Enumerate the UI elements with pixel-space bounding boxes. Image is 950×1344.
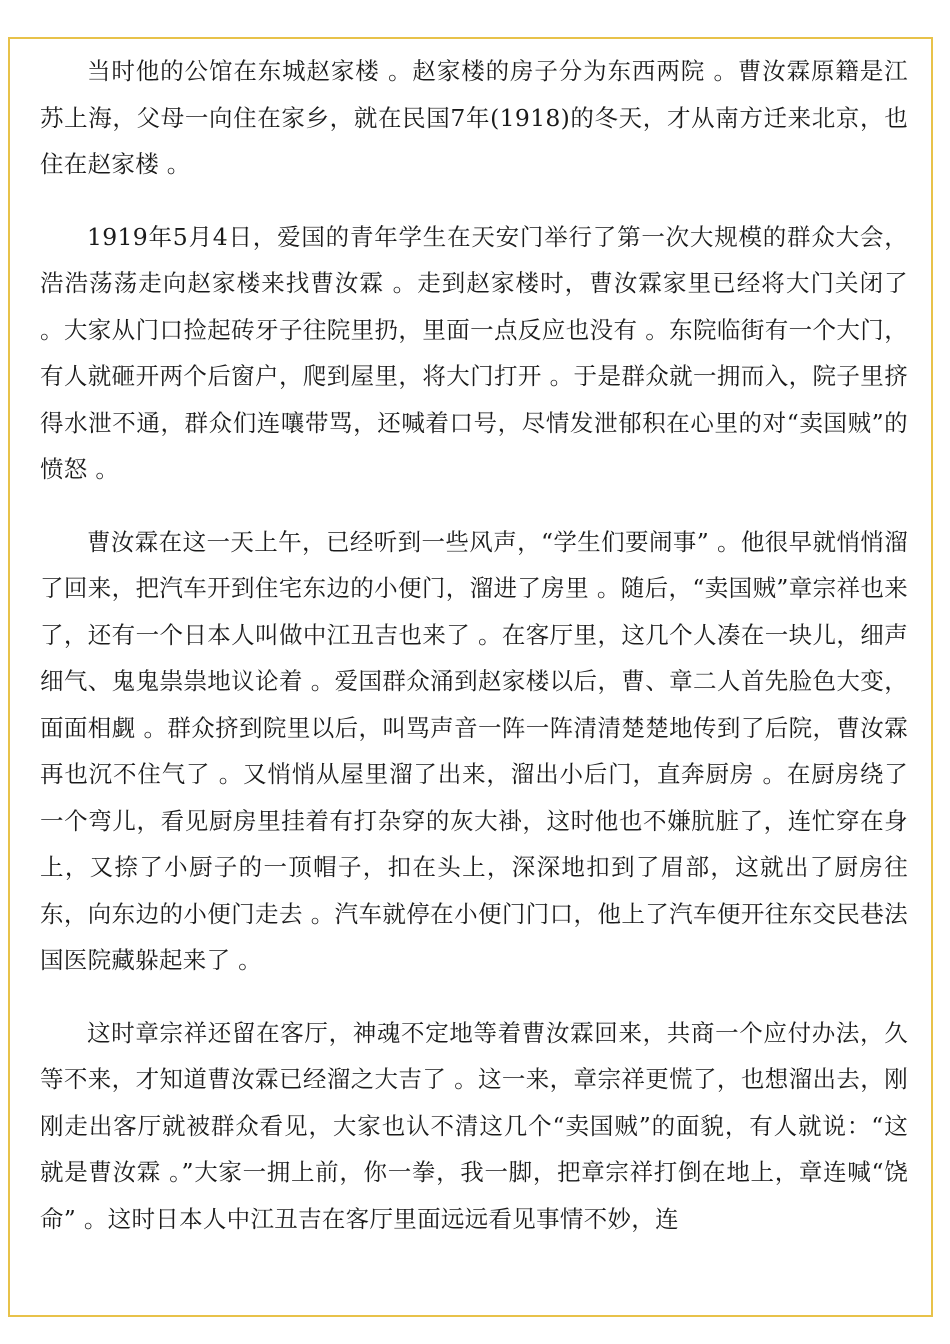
- paragraph-1: 当时他的公馆在东城赵家楼 。赵家楼的房子分为东西两院 。曹汝霖原籍是江苏上海，父母一向住在家乡，就在民国7年(1918)的冬天，才从南方迁来北京，也住在赵家楼 。: [40, 57, 908, 178]
- paragraph-4: 这时章宗祥还留在客厅，神魂不定地等着曹汝霖回来，共商一个应付办法，久等不来，才知道曹汝霖已经溜之大吉了 。这一来，章宗祥更慌了，也想溜出去，刚刚走出客厅就被群众看见，大家也认不清这几个“卖国贼”的面貌，有人就说：“这就是曹汝霖 。”大家一拥上前，你一拳，我一脚，把章宗祥打倒在地上，章连喊“饶命” 。这时日本人中江丑吉在客厅里面远远看见事情不妙，连: [40, 1018, 908, 1233]
- document-body: [40, 48, 908, 1268]
- paragraph-2: 1919年5月4日，爱国的青年学生在天安门举行了第一次大规模的群众大会，浩浩荡荡走向赵家楼来找曹汝霖 。走到赵家楼时，曹汝霖家里已经将大门关闭了 。大家从门口捡起砖牙子往院里扔，里面一点反应也没有 。东院临街有一个大门，有人就砸开两个后窗户，爬到屋里，将大门打开 。于是群众就一拥而入，院子里挤得水泄不通，群众们连嚷带骂，还喊着口号，尽情发泄郁积在心里的对“卖国贼”的愤怒 。: [40, 222, 908, 483]
- paragraph-3: 曹汝霖在这一天上午，已经听到一些风声，“学生们要闹事” 。他很早就悄悄溜了回来，把汽车开到住宅东边的小便门，溜进了房里 。随后，“卖国贼”章宗祥也来了，还有一个日本人叫做中江丑吉也来了 。在客厅里，这几个人凑在一块儿，细声细气、鬼鬼祟祟地议论着 。爱国群众涌到赵家楼以后，曹、章二人首先脸色大变，面面相觑 。群众挤到院里以后，叫骂声音一阵一阵清清楚楚地传到了后院，曹汝霖再也沉不住气了 。又悄悄从屋里溜了出来，溜出小后门，直奔厨房 。在厨房绕了一个弯儿，看见厨房里挂着有打杂穿的灰大褂，这时他也不嫌肮脏了，连忙穿在身上，又捺了小厨子的一顶帽子，扣在头上，深深地扣到了眉部，这就出了厨房往东，向东边的小便门走去 。汽车就停在小便门门口，他上了汽车便开往东交民巷法国医院藏躲起来了 。: [40, 527, 908, 974]
